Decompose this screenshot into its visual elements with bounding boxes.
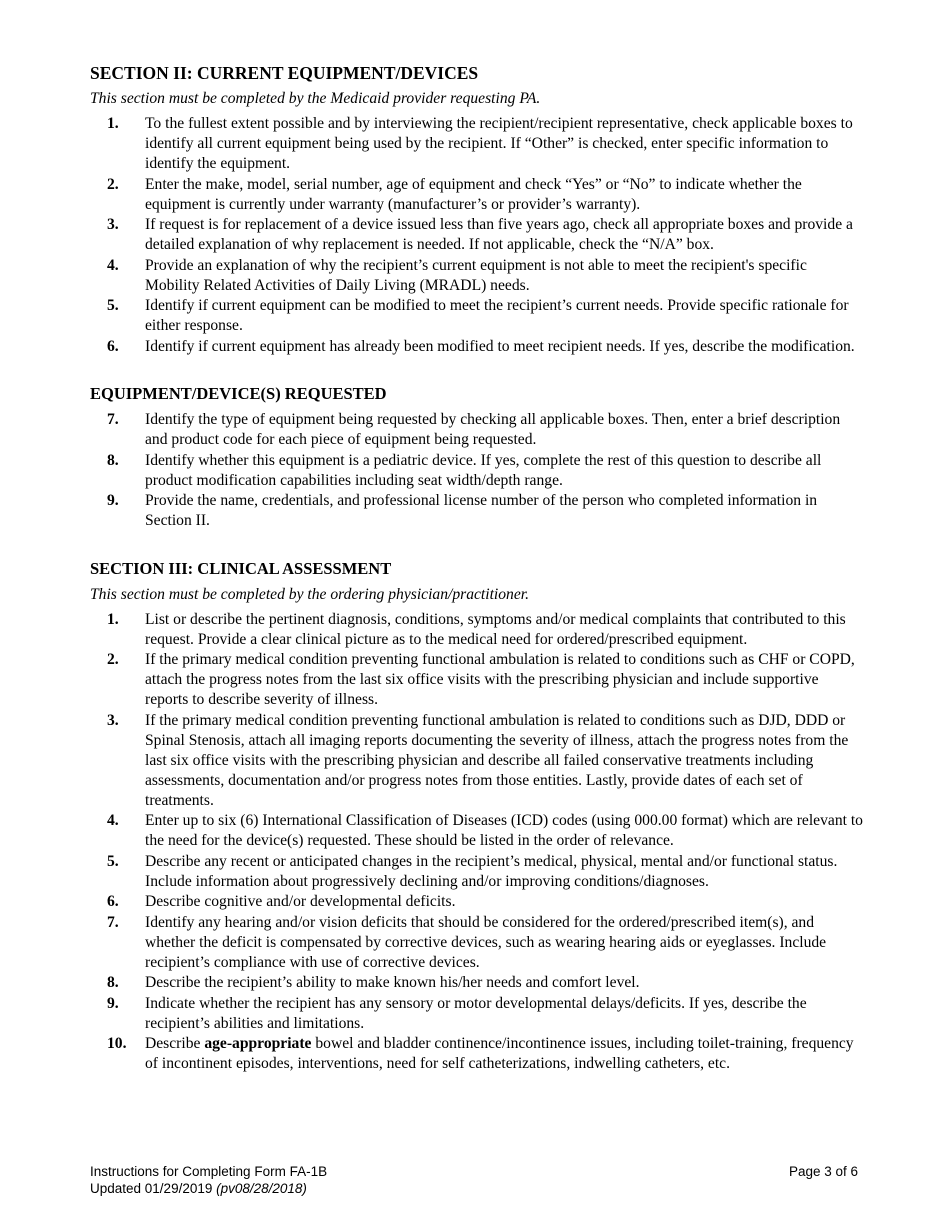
list-item	[90, 650, 865, 710]
item-text: Enter the make, model, serial number, age of equipment and check “Yes” or “No” to indicate whether the equipment is currently under warranty (manufacturer’s or provider’s warranty).	[145, 175, 802, 213]
section-iii-intro: This section must be completed by the ordering physician/practitioner.	[90, 585, 530, 603]
item-number: 2.	[107, 651, 119, 668]
item-text: Enter up to six (6) International Classification of Diseases (ICD) codes (using 000.00 format) which are relevant to the need for the device(s) requested. These should be listed in the order of relevance.	[145, 812, 863, 849]
footer-page-number: Page 3 of 6	[788, 1164, 858, 1179]
item-number: 9.	[107, 492, 119, 509]
item-number: 5.	[107, 297, 119, 314]
item-text-post: bowel and bladder continence/incontinence issues, including toilet-training, frequency of incontinent episodes, interventions, need for self catheterizations, indwelling catheters, etc.	[145, 1035, 854, 1072]
list-item	[90, 215, 865, 255]
list-item	[90, 892, 865, 912]
item-number: 5.	[107, 852, 119, 870]
spacer	[90, 357, 865, 383]
item-text-emphasis: age-appropriate	[204, 1035, 312, 1052]
section-iii-heading: SECTION III: CLINICAL ASSESSMENT	[90, 558, 392, 578]
list-item	[90, 491, 865, 531]
item-text: Identify if current equipment can be modified to meet the recipient’s current needs. Provide specific rationale for either response.	[145, 297, 849, 334]
item-number: 9.	[107, 994, 119, 1012]
footer-updated-date: Updated 01/29/2019	[90, 1181, 217, 1196]
list-item	[90, 852, 865, 892]
item-text: Describe any recent or anticipated changes in the recipient’s medical, physical, mental and/or functional status. Include information about progressively declining and/or improving conditions/diagnoses.	[145, 852, 838, 890]
list-item	[90, 711, 865, 811]
item-number: 2.	[107, 175, 119, 193]
list-item	[90, 1034, 865, 1074]
item-number: 1.	[107, 610, 119, 628]
item-number: 8.	[107, 974, 119, 991]
item-number: 3.	[107, 711, 119, 729]
list-item	[90, 610, 865, 650]
item-number: 3.	[107, 216, 119, 233]
item-text: Identify any hearing and/or vision deficits that should be considered for the ordered/prescribed item(s), and whether the deficit is compensated by corrective devices, such as wearing hearing aids or eyeglasses. Include recipient’s compliance with use of corrective devices.	[145, 913, 827, 971]
item-number: 6.	[107, 337, 119, 355]
list-item	[90, 114, 865, 174]
list-item	[90, 451, 865, 491]
list-item	[90, 337, 865, 357]
item-text: Identify if current equipment has already been modified to meet recipient needs. If yes, describe the modification.	[145, 337, 855, 355]
footer-form-title: Instructions for Completing Form FA-1B	[90, 1164, 328, 1179]
section-ii-heading: SECTION II: CURRENT EQUIPMENT/DEVICES	[90, 63, 479, 83]
item-number: 8.	[107, 451, 119, 469]
list-item	[90, 913, 865, 973]
item-text: To the fullest extent possible and by interviewing the recipient/recipient representative, check applicable boxes to identify all current equipment being used by the recipient. If “Other” is checked, enter specific information to identify the equipment.	[145, 115, 853, 172]
list-item	[90, 410, 865, 450]
item-number: 1.	[107, 115, 119, 132]
item-text: If request is for replacement of a device issued less than five years ago, check all appropriate boxes and provide a detailed explanation of why replacement is needed. If not applicable, check the “N/A” box.	[145, 216, 853, 253]
item-text: If the primary medical condition preventing functional ambulation is related to conditions such as DJD, DDD or Spinal Stenosis, attach all imaging reports documenting the severity of illness, attach the progress notes from the last six office visits with the prescribing physician and describe all failed conservative treatments including assessments, documentation and/or progress notes from those entities. Lastly, provide dates of each set of treatments.	[145, 711, 849, 809]
item-text: If the primary medical condition preventing functional ambulation is related to conditions such as CHF or COPD, attach the progress notes from the last six office visits with the prescribing physician and include supportive reports to describe severity of illness.	[145, 651, 855, 708]
item-text: Describe the recipient’s ability to make known his/her needs and comfort level.	[145, 974, 640, 991]
section-iii-list	[90, 610, 865, 1075]
item-number: 4.	[107, 256, 119, 274]
footer-left	[90, 1163, 327, 1197]
footer-updated	[90, 1180, 327, 1197]
list-item	[90, 811, 865, 851]
item-number: 7.	[107, 913, 119, 931]
section-ii-list	[90, 114, 865, 357]
item-number: 6.	[107, 893, 119, 910]
list-item	[90, 296, 865, 336]
item-text-pre: Describe	[145, 1035, 205, 1052]
item-text: Describe cognitive and/or developmental deficits.	[145, 893, 456, 910]
item-text: Identify whether this equipment is a pediatric device. If yes, complete the rest of this question to describe all product modification capabilities including seat width/depth range.	[145, 451, 822, 489]
list-item	[90, 973, 865, 993]
section-ii-intro: This section must be completed by the Medicaid provider requesting PA.	[90, 90, 541, 107]
list-item	[90, 256, 865, 296]
document-page	[90, 62, 865, 1075]
item-text: Provide the name, credentials, and professional license number of the person who completed information in Section II.	[145, 492, 818, 529]
item-text: Provide an explanation of why the recipient’s current equipment is not able to meet the recipient's specific Mobility Related Activities of Daily Living (MRADL) needs.	[145, 256, 807, 294]
spacer	[90, 532, 865, 558]
list-item	[90, 175, 865, 215]
item-number: 10.	[107, 1035, 127, 1052]
item-text: Indicate whether the recipient has any sensory or motor developmental delays/deficits. If yes, describe the recipient’s abilities and limitations.	[145, 994, 807, 1032]
item-text: Identify the type of equipment being requested by checking all applicable boxes. Then, enter a brief description and product code for each piece of equipment being requested.	[145, 411, 841, 448]
equipment-list	[90, 410, 865, 531]
item-text: List or describe the pertinent diagnosis, conditions, symptoms and/or medical complaints that contributed to this request. Provide a clear clinical picture as to the medical need for ordered/prescribed equipment.	[145, 610, 846, 648]
item-number: 4.	[107, 812, 119, 829]
footer-version: (pv08/28/2018)	[216, 1181, 307, 1196]
page-footer	[90, 1163, 858, 1197]
equipment-requested-heading: EQUIPMENT/DEVICE(S) REQUESTED	[90, 384, 387, 403]
item-number: 7.	[107, 411, 119, 428]
list-item	[90, 994, 865, 1034]
